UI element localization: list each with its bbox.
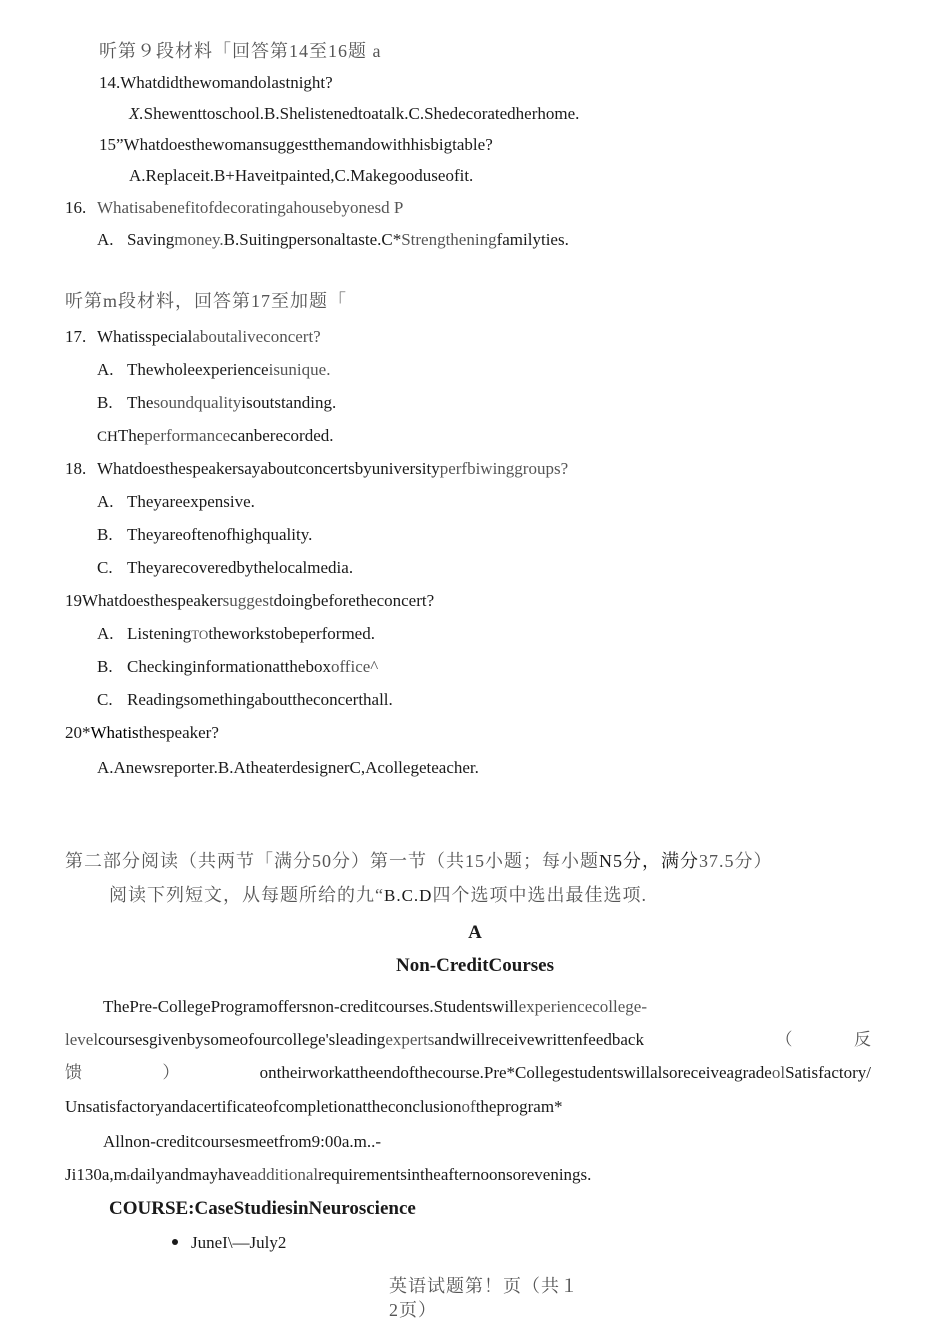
question-17-option-a: A. Thewholeexperienceisunique. <box>97 360 331 379</box>
question-number: 16. <box>65 198 87 217</box>
question-18-option-a: A. Theyareexpensive. <box>97 492 255 511</box>
question-text: Whatisabenefitofdecoratingahousebyonesd P <box>97 198 404 217</box>
question-19-option-c: C. Readingsomethingabouttheconcerthall. <box>97 690 393 709</box>
question-18-option-c: C. Theyarecoveredbythelocalmedia. <box>97 558 354 577</box>
options-text: Savingmoney.B.Suitingpersonaltaste.C*Strengtheningfamilyties. <box>127 230 569 249</box>
question-16-options <box>97 229 569 251</box>
question-19-option-a: A. ListeningTOtheworkstobeperformed. <box>97 624 375 643</box>
paragraph2-line1: Allnon-creditcoursesmeetfrom9:00a.m..- <box>103 1132 382 1151</box>
options-text: Shewenttoschool.B.Shelistenedtoatalk.C.Shedecoratedherhome. <box>143 104 580 123</box>
option-label: A. <box>97 230 114 249</box>
option-letter: X. <box>129 104 144 123</box>
question-17-option-c: CHTheperformancecanberecorded. <box>97 426 334 445</box>
paragraph1-line1: ThePre-CollegeProgramoffersnon-creditcourses.Studentswillexperiencecollege- <box>103 997 647 1016</box>
passage-letter: A <box>468 922 482 943</box>
course-date: JuneI\—July2 <box>191 1233 287 1252</box>
paragraph2-line2: Ji130a,mrdailyandmayhaveadditionalrequirementsintheafternoonsorevenings. <box>65 1165 592 1184</box>
bullet-icon <box>172 1239 178 1245</box>
course-heading: COURSE:CaseStudiesinNeuroscience <box>109 1198 416 1219</box>
question-20-options: A.Anewsreporter.B.AtheaterdesignerC,Acollegeteacher. <box>97 758 479 777</box>
question-19: 19Whatdoesthespeakersuggestdoingbeforetheconcert? <box>65 591 435 610</box>
question-17-option-b: B. Thesoundqualityisoutstanding. <box>97 393 337 412</box>
passage-title: Non-CreditCourses <box>396 955 554 976</box>
section10-header: 听第m段材料，回答第17至加题「 <box>65 291 347 311</box>
paragraph1-line4: Unsatisfactoryandacertificateofcompletionattheconclusionoftheprogram* <box>65 1097 563 1116</box>
question-15: 15”Whatdoesthewomansuggestthemandowithhisbigtable? <box>99 135 493 154</box>
question-18: 18. Whatdoesthespeakersayaboutconcertsbyuniversityperfbiwinggroups? <box>65 459 569 478</box>
question-19-option-b: B. Checkinginformationattheboxoffice^ <box>97 657 379 676</box>
question-18-option-b: B. Theyareoftenofhighquality. <box>97 525 313 544</box>
question-20: 20*Whatisthespeaker? <box>65 723 219 742</box>
question-15-options: A.Replaceit.B+Haveitpainted,C.Makegooduseofit. <box>129 166 474 185</box>
question-14: 14.Whatdidthewomandolastnight? <box>99 73 333 92</box>
question-16 <box>65 197 404 219</box>
question-17: 17. Whatisspecialaboutaliveconcert? <box>65 327 321 346</box>
question-14-options <box>129 103 579 125</box>
paragraph1-line2: levelcoursesgivenbysomeofourcollege'sleadingexpertsandwillreceivewrittenfeedback （ 反 <box>65 1030 871 1049</box>
paragraph1-line3: 馈 ） ontheirworkattheendofthecourse.Pre*CollegestudentswillalsoreceiveagradeolSatisfactory/ <box>65 1063 871 1082</box>
footer-page-line2: 2页） <box>389 1300 437 1320</box>
part2-header: 第二部分阅读（共两节「满分50分）第一节（共15小题；每小题N5分，满分37.5分） <box>65 851 773 871</box>
part2-instruction: 阅读下列短文，从每题所给的九“B.C.D四个选项中选出最佳选项. <box>109 885 647 905</box>
footer-page-line1: 英语试题第！页（共１ <box>389 1276 579 1296</box>
section9-header: 听第９段材料「回答第14至16题 a <box>99 41 382 61</box>
